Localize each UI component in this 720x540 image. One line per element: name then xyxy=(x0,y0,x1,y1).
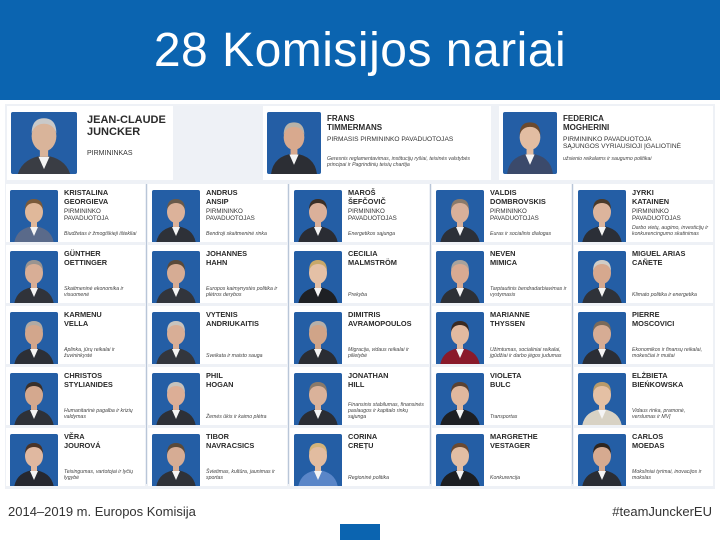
commissioner-name: CARLOS MOEDAS xyxy=(632,432,665,450)
commissioner-photo xyxy=(10,312,58,364)
commissioner-card xyxy=(432,306,571,364)
commissioner-card xyxy=(290,245,429,303)
commissioner-photo xyxy=(294,373,342,425)
commissioner-name: CHRISTOS STYLIANIDES xyxy=(64,371,113,389)
commissioner-portfolio: Darbo vietų, augimo, investicijų ir konkurencingumo skatinimas xyxy=(632,225,709,237)
footer-hashtag: #teamJunckerEU xyxy=(612,504,712,519)
commissioner-photo xyxy=(11,112,77,174)
commissioner-card xyxy=(432,367,571,425)
commissioner-portfolio: Moksliniai tyrimai, inovacijos ir mokslas xyxy=(632,469,702,481)
commissioner-name: VALDIS DOMBROVSKIS xyxy=(490,188,546,206)
commissioner-card xyxy=(432,184,571,242)
commissioner-name: ELŻBIETA BIEŃKOWSKA xyxy=(632,371,684,389)
commissioner-card xyxy=(290,306,429,364)
commissioner-name: ANDRUS ANSIP xyxy=(206,188,238,206)
page-title: 28 Komisijos nariai xyxy=(153,23,567,77)
column-divider xyxy=(288,184,289,484)
commissioner-card xyxy=(499,106,713,180)
commissioner-name: JONATHAN HILL xyxy=(348,371,389,389)
commissioner-name: KARMENU VELLA xyxy=(64,310,102,328)
commissioner-photo xyxy=(294,251,342,303)
commissioner-role: PIRMININKO PAVADUOTOJAS xyxy=(632,208,681,222)
commissioner-photo xyxy=(10,373,58,425)
commissioner-card xyxy=(148,184,287,242)
commissioner-name: FRANS TIMMERMANS xyxy=(327,114,383,132)
commissioner-photo xyxy=(578,434,626,486)
commissioner-portfolio: Žemės ūkis ir kaimo plėtra xyxy=(206,414,267,420)
commissioner-portfolio: Konkurencija xyxy=(490,475,520,481)
commissioner-name: MIGUEL ARIAS CAÑETE xyxy=(632,249,686,267)
commissioner-card xyxy=(290,184,429,242)
commissioner-card xyxy=(6,245,145,303)
commissioner-portfolio: Regioninė politika xyxy=(348,475,389,481)
commissioner-name: DIMITRIS AVRAMOPOULOS xyxy=(348,310,412,328)
commissioner-card xyxy=(148,245,287,303)
commissioner-card xyxy=(6,306,145,364)
commissioner-photo xyxy=(10,251,58,303)
commissioner-name: TIBOR NAVRACSICS xyxy=(206,432,255,450)
column-divider xyxy=(430,184,431,484)
commissioner-role: PIRMININKO PAVADUOTOJAS xyxy=(206,208,255,222)
commissioner-portfolio: Migracija, vidaus reikalai ir pilietybė xyxy=(348,347,409,359)
commissioner-card xyxy=(6,184,145,242)
commissioner-portfolio: Vidaus rinka, pramonė, verslumas ir MVĮ xyxy=(632,408,686,420)
commissioner-card xyxy=(263,106,491,180)
commissioner-name: MARGRETHE VESTAGER xyxy=(490,432,538,450)
commissioner-name: GÜNTHER OETTINGER xyxy=(64,249,108,267)
commissioner-name: JYRKI KATAINEN xyxy=(632,188,670,206)
commissioner-photo xyxy=(578,251,626,303)
commissioner-photo xyxy=(152,373,200,425)
commissioner-name: VYTENIS ANDRIUKAITIS xyxy=(206,310,259,328)
commissioner-role: PIRMININKO PAVADUOTOJAS xyxy=(490,208,539,222)
commissioner-portfolio: Finansinis stabilumas, finansinės paslaugos ir kapitalo rinkų sąjunga xyxy=(348,402,424,420)
commissioner-photo xyxy=(267,112,321,174)
commissioner-photo xyxy=(436,373,484,425)
commissioner-photo xyxy=(436,190,484,242)
commissioner-card xyxy=(574,184,713,242)
commissioner-photo xyxy=(436,312,484,364)
commissioner-photo xyxy=(152,434,200,486)
commissioner-portfolio: Euras ir socialinis dialogas xyxy=(490,231,552,237)
commissioner-portfolio: Geresnis reglamentavimas, institucijų ryšiai, teisinės valstybės principai ir Pagrindinių teisių chartija xyxy=(327,156,470,168)
commissioner-card xyxy=(574,428,713,486)
commissioner-portfolio: Humanitarinė pagalba ir krizių valdymas xyxy=(64,408,133,420)
commissioner-name: MAROŠ ŠEFČOVIČ xyxy=(348,188,386,206)
commissioner-name: MARIANNE THYSSEN xyxy=(490,310,530,328)
commissioner-name: JOHANNES HAHN xyxy=(206,249,248,267)
commissioner-portfolio: užsienio reikalams ir saugumo politikai xyxy=(563,156,652,162)
commissioner-photo xyxy=(578,373,626,425)
column-divider xyxy=(146,184,147,484)
commissioner-portfolio: Švietimas, kultūra, jaunimas ir sportas xyxy=(206,469,275,481)
commissioner-portfolio: Užimtumas, socialiniai reikalai, įgūdžiai ir darbo jėgos judumas xyxy=(490,347,562,359)
commissioner-card xyxy=(148,428,287,486)
commissioner-card xyxy=(574,367,713,425)
commissioner-role: PIRMININKAS xyxy=(87,150,133,157)
commissioner-portfolio: Teisingumas, vartotojai ir lyčių lygybė xyxy=(64,469,134,481)
commissioner-name: FEDERICA MOGHERINI xyxy=(563,114,610,132)
commissioner-card xyxy=(432,428,571,486)
commissioner-name: CORINA CREȚU xyxy=(348,432,378,450)
commissioner-photo xyxy=(10,190,58,242)
commissioner-photo xyxy=(10,434,58,486)
commissioner-name: CECILIA MALMSTRÖM xyxy=(348,249,397,267)
commissioner-photo xyxy=(152,190,200,242)
title-bar xyxy=(0,0,720,100)
commissioner-portfolio: Ekonomikos ir finansų reikalai, mokesčiai ir muitai xyxy=(632,347,703,359)
commissioner-photo xyxy=(503,112,557,174)
commissioner-card xyxy=(6,367,145,425)
commissioner-photo xyxy=(436,434,484,486)
commissioner-portfolio: Tarptautinis bendradarbiavimas ir vystymasis xyxy=(490,286,567,298)
footer-caption: 2014–2019 m. Europos Komisija xyxy=(8,504,196,519)
commissioner-photo xyxy=(294,190,342,242)
commissioner-name: VIOLETA BULC xyxy=(490,371,522,389)
commissioner-card xyxy=(574,245,713,303)
commissioner-role: PIRMASIS PIRMININKO PAVADUOTOJAS xyxy=(327,136,454,143)
commissioner-portfolio: Bendroji skaitmeninė rinka xyxy=(206,231,267,237)
commissioner-portfolio: Prekyba xyxy=(348,292,368,298)
commissioner-name: NEVEN MIMICA xyxy=(490,249,518,267)
commissioner-card xyxy=(148,306,287,364)
column-divider xyxy=(572,184,573,484)
commissioner-photo xyxy=(436,251,484,303)
commissioner-portfolio: Aplinka, jūrų reikalai ir žuvininkystė xyxy=(64,347,115,359)
commissioner-card xyxy=(290,367,429,425)
commissioner-name: JEAN-CLAUDE JUNCKER xyxy=(87,114,166,138)
commissioner-role: PIRMININKO PAVADUOTOJA xyxy=(64,208,109,222)
commissioner-card xyxy=(290,428,429,486)
commissioner-portfolio: Sveikata ir maisto sauga xyxy=(206,353,263,359)
commissioner-card xyxy=(432,245,571,303)
commissioner-portfolio: Biudžetas ir žmogiškieji ištekliai xyxy=(64,231,137,237)
commissioner-card xyxy=(148,367,287,425)
commissioner-photo xyxy=(578,190,626,242)
commissioner-name: PIERRE MOSCOVICI xyxy=(632,310,675,328)
commissioner-photo xyxy=(152,251,200,303)
commissioner-photo xyxy=(578,312,626,364)
commissioner-name: VĚRA JOUROVÁ xyxy=(64,432,101,450)
commissioners-board xyxy=(5,104,715,489)
commissioner-card xyxy=(7,106,173,180)
commissioner-card xyxy=(574,306,713,364)
commissioner-portfolio: Klimato politika ir energetika xyxy=(632,292,697,298)
footer-accent-bar xyxy=(340,524,380,540)
commissioner-role: PIRMININKO PAVADUOTOJA SĄJUNGOS VYRIAUSIOJI ĮGALIOTINĖ xyxy=(563,136,681,151)
commissioner-portfolio: Transportas xyxy=(490,414,518,420)
commissioner-portfolio: Skaitmeninė ekonomika ir visuomenė xyxy=(64,286,124,298)
commissioner-portfolio: Europos kaimynystės politika ir plėtros derybos xyxy=(206,286,278,298)
commissioner-role: PIRMININKO PAVADUOTOJAS xyxy=(348,208,397,222)
commissioner-portfolio: Energetikos sąjunga xyxy=(348,231,396,237)
commissioner-photo xyxy=(152,312,200,364)
commissioner-name: KRISTALINA GEORGIEVA xyxy=(64,188,109,206)
commissioner-photo xyxy=(294,434,342,486)
commissioner-card xyxy=(6,428,145,486)
commissioner-name: PHIL HOGAN xyxy=(206,371,234,389)
commissioner-photo xyxy=(294,312,342,364)
